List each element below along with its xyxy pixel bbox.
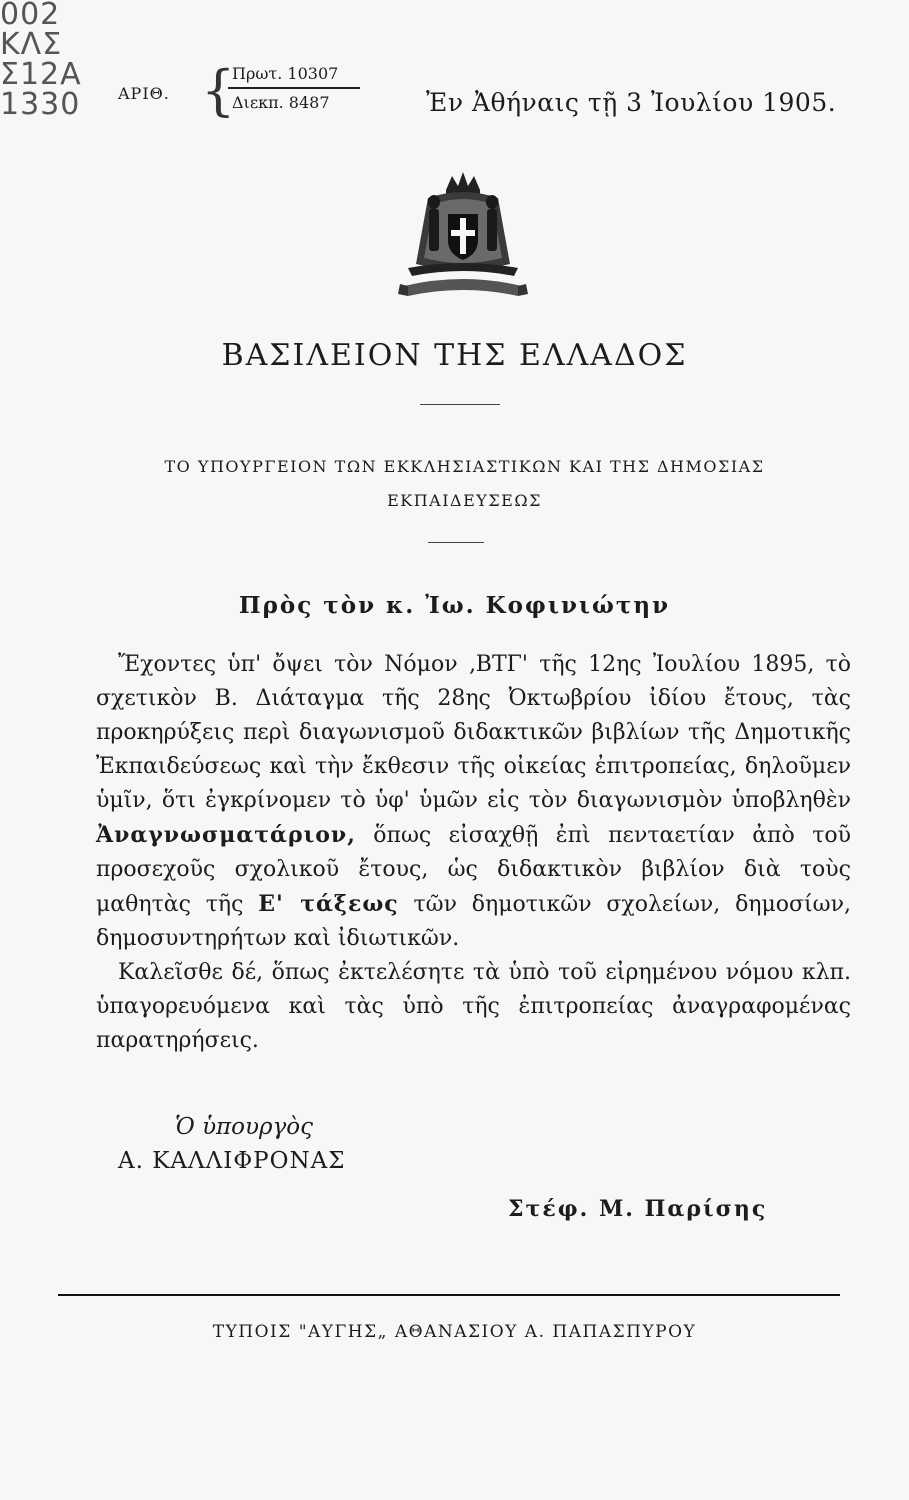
divider — [420, 404, 500, 405]
dispatch-number: Διεκπ. 8487 — [232, 93, 330, 112]
handwritten-line: Σ12Α — [0, 57, 82, 92]
body-text: ὅπως εἰσαχθῇ ἐπὶ πενταετίαν ἀπὸ τοῦ προσεχοῦς σχολικοῦ ἔτους, ὡς διδακτικὸν βιβλίον διὰ τοὺς μαθητὰς τῆς — [96, 823, 851, 917]
document-header — [118, 60, 849, 130]
body-text: τῶν δημοτικῶν σχολείων, δημοσίων, δημοσυντηρήτων καὶ ἰδιωτικῶν. — [96, 892, 851, 951]
book-title: Ἀναγνωσματάριον, — [96, 822, 356, 848]
kingdom-title: ΒΑΣΙΛΕΙΟΝ ΤΗΣ ΕΛΛΑΔΟΣ — [221, 338, 688, 373]
ministry-line: ΤΟ ΥΠΟΥΡΓΕΙΟΝ ΤΩΝ ΕΚΚΛΗΣΙΑΣΤΙΚΩΝ ΚΑΙ ΤΗΣ ΔΗΜΟΣΙΑΣ — [164, 457, 765, 476]
number-label: ΑΡΙΘ. — [118, 84, 170, 103]
footer-rule — [58, 1294, 840, 1296]
reference-numbers — [228, 64, 360, 112]
ministry-heading — [90, 450, 839, 518]
royal-coat-of-arms-icon — [398, 168, 528, 308]
ministry-line: ΕΚΠΑΙΔΕΥΣΕΩΣ — [387, 491, 542, 510]
body-paragraph: Καλεῖσθε δέ, ὅπως ἐκτελέσητε τὰ ὑπὸ τοῦ εἰρημένου νόμου κλπ. ὑπαγορευόμενα καὶ τὰς ὑπὸ τῆς ἐπιτροπείας ἀναγραφομένας παρατηρήσεις. — [96, 960, 851, 1053]
brace-glyph: { — [201, 59, 236, 122]
printer-imprint: ΤΥΠΟΙΣ "ΑΥΓΗΣ„ ΑΘΑΝΑΣΙΟΥ Α. ΠΑΠΑΣΠΥΡΟΥ — [212, 1322, 697, 1342]
handwritten-line: 1330 — [0, 87, 81, 122]
class-name: Ε' τάξεως — [258, 891, 399, 917]
body-text: Ἔχοντες ὑπ' ὄψει τὸν Νόμον ‚ΒΤΓ' τῆς 12ης Ἰουλίου 1895, τὸ σχετικὸν Β. Διάταγμα τῆς 28ης Ὀκτωβρίου ἰδίου ἔτους, τὰς προκηρύξεις περὶ διαγωνισμοῦ διδακτικῶν βιβλίων τῆς Δημοτικῆς Ἐκπαιδεύσεως καὶ τὴν ἔκθεσιν τῆς οἰκείας ἐπιτροπείας, δηλοῦμεν ὑμῖν, ὅτι ἐγκρίνομεν τὸ ὑφ' ὑμῶν εἰς τὸν διαγωνισμὸν ὑποβληθὲν — [96, 652, 851, 813]
letter-body — [96, 648, 851, 1058]
dateline: Ἐν Ἀθήναις τῇ 3 Ἰουλίου 1905. — [426, 88, 837, 117]
divider — [428, 542, 484, 543]
protocol-number: Πρωτ. 10307 — [228, 64, 360, 89]
handwritten-line: ΚΛΣ — [0, 27, 63, 62]
minister-title: Ὁ ὑπουργὸς — [175, 1114, 313, 1140]
handwritten-line: 002 — [0, 0, 61, 32]
minister-name: Α. ΚΑΛΛΙΦΡΟΝΑΣ — [118, 1148, 346, 1174]
secretary-name: Στέφ. Μ. Παρίσης — [508, 1196, 768, 1222]
body-paragraph — [96, 648, 851, 956]
handwritten-archive-marks — [0, 0, 82, 120]
addressee: Πρὸς τὸν κ. Ἰω. Κοφινιώτην — [238, 592, 671, 619]
